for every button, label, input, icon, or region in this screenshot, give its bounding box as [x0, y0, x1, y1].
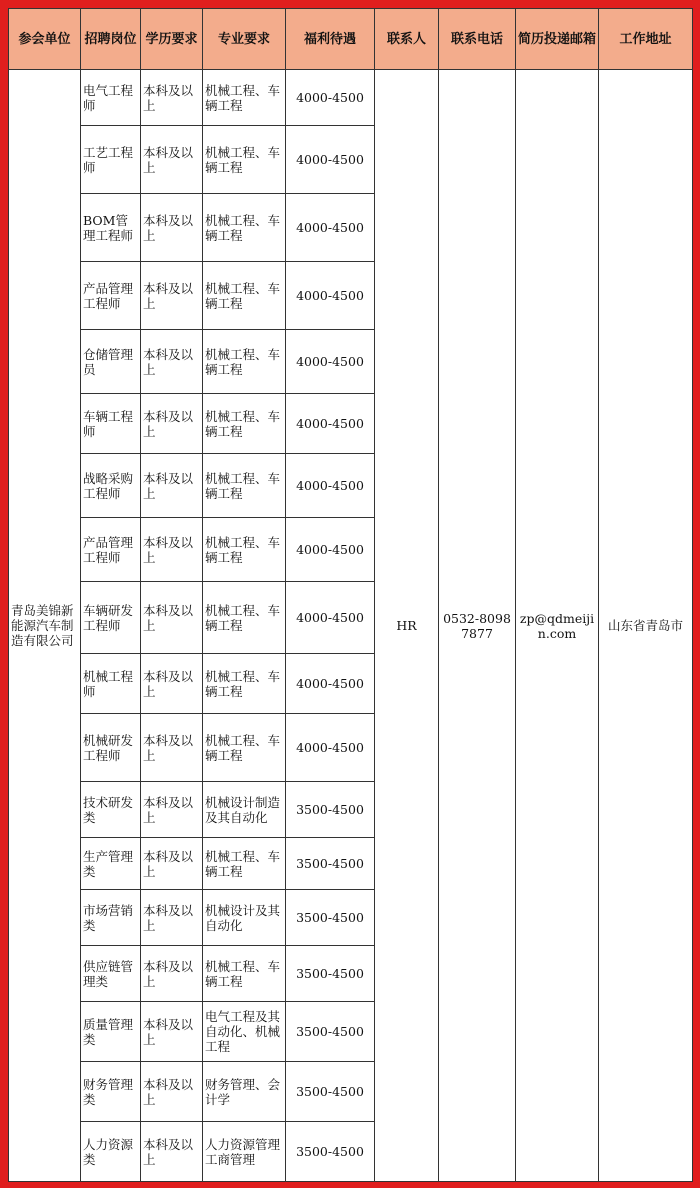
position-cell: 机械研发工程师: [81, 714, 141, 782]
pay-cell: 3500-4500: [286, 1122, 375, 1182]
pay-cell: 3500-4500: [286, 1002, 375, 1062]
page-frame: [8, 8, 692, 1182]
position-cell: 技术研发类: [81, 782, 141, 838]
position-cell: 车辆研发工程师: [81, 582, 141, 654]
position-cell: 市场营销类: [81, 890, 141, 946]
major-cell: 机械工程、车辆工程: [203, 714, 286, 782]
education-cell: 本科及以上: [141, 890, 203, 946]
pay-cell: 4000-4500: [286, 126, 375, 194]
education-cell: 本科及以上: [141, 1002, 203, 1062]
major-cell: 机械工程、车辆工程: [203, 394, 286, 454]
table-row: [9, 70, 693, 126]
pay-cell: 4000-4500: [286, 262, 375, 330]
major-cell: 人力资源管理工商管理: [203, 1122, 286, 1182]
header-address: 工作地址: [599, 9, 693, 70]
pay-cell: 4000-4500: [286, 654, 375, 714]
pay-cell: 4000-4500: [286, 194, 375, 262]
major-cell: 机械工程、车辆工程: [203, 454, 286, 518]
education-cell: 本科及以上: [141, 582, 203, 654]
position-cell: 产品管理工程师: [81, 518, 141, 582]
position-cell: 供应链管理类: [81, 946, 141, 1002]
pay-cell: 4000-4500: [286, 454, 375, 518]
company-cell: 青岛美锦新能源汽车制造有限公司: [9, 70, 81, 1182]
education-cell: 本科及以上: [141, 1062, 203, 1122]
major-cell: 财务管理、会计学: [203, 1062, 286, 1122]
header-company: 参会单位: [9, 9, 81, 70]
position-cell: 产品管理工程师: [81, 262, 141, 330]
major-cell: 机械设计及其自动化: [203, 890, 286, 946]
header-education: 学历要求: [141, 9, 203, 70]
header-contact: 联系人: [375, 9, 439, 70]
position-cell: 机械工程师: [81, 654, 141, 714]
header-position: 招聘岗位: [81, 9, 141, 70]
major-cell: 机械工程、车辆工程: [203, 518, 286, 582]
pay-cell: 3500-4500: [286, 838, 375, 890]
position-cell: 工艺工程师: [81, 126, 141, 194]
phone-cell: 0532-80987877: [439, 70, 516, 1182]
position-cell: 财务管理类: [81, 1062, 141, 1122]
education-cell: 本科及以上: [141, 330, 203, 394]
pay-cell: 3500-4500: [286, 1062, 375, 1122]
education-cell: 本科及以上: [141, 194, 203, 262]
major-cell: 机械工程、车辆工程: [203, 194, 286, 262]
header-pay: 福利待遇: [286, 9, 375, 70]
major-cell: 电气工程及其自动化、机械工程: [203, 1002, 286, 1062]
education-cell: 本科及以上: [141, 126, 203, 194]
email-cell: zp@qdmeijin.com: [516, 70, 599, 1182]
position-cell: 生产管理类: [81, 838, 141, 890]
pay-cell: 4000-4500: [286, 518, 375, 582]
education-cell: 本科及以上: [141, 714, 203, 782]
pay-cell: 3500-4500: [286, 782, 375, 838]
major-cell: 机械工程、车辆工程: [203, 838, 286, 890]
education-cell: 本科及以上: [141, 838, 203, 890]
position-cell: 战略采购工程师: [81, 454, 141, 518]
address-cell: 山东省青岛市: [599, 70, 693, 1182]
header-major: 专业要求: [203, 9, 286, 70]
major-cell: 机械工程、车辆工程: [203, 330, 286, 394]
education-cell: 本科及以上: [141, 454, 203, 518]
education-cell: 本科及以上: [141, 782, 203, 838]
contact-cell: HR: [375, 70, 439, 1182]
major-cell: 机械工程、车辆工程: [203, 70, 286, 126]
position-cell: 质量管理类: [81, 1002, 141, 1062]
education-cell: 本科及以上: [141, 1122, 203, 1182]
education-cell: 本科及以上: [141, 518, 203, 582]
position-cell: 人力资源类: [81, 1122, 141, 1182]
position-cell: 仓储管理员: [81, 330, 141, 394]
position-cell: 电气工程师: [81, 70, 141, 126]
major-cell: 机械工程、车辆工程: [203, 946, 286, 1002]
education-cell: 本科及以上: [141, 654, 203, 714]
education-cell: 本科及以上: [141, 394, 203, 454]
education-cell: 本科及以上: [141, 946, 203, 1002]
header-phone: 联系电话: [439, 9, 516, 70]
position-cell: BOM管理工程师: [81, 194, 141, 262]
pay-cell: 4000-4500: [286, 70, 375, 126]
major-cell: 机械工程、车辆工程: [203, 126, 286, 194]
major-cell: 机械设计制造及其自动化: [203, 782, 286, 838]
major-cell: 机械工程、车辆工程: [203, 582, 286, 654]
pay-cell: 3500-4500: [286, 890, 375, 946]
position-cell: 车辆工程师: [81, 394, 141, 454]
pay-cell: 4000-4500: [286, 714, 375, 782]
table-header-row: [9, 9, 693, 70]
education-cell: 本科及以上: [141, 262, 203, 330]
pay-cell: 4000-4500: [286, 394, 375, 454]
pay-cell: 4000-4500: [286, 330, 375, 394]
major-cell: 机械工程、车辆工程: [203, 262, 286, 330]
header-email: 简历投递邮箱: [516, 9, 599, 70]
recruitment-table: [8, 8, 693, 1182]
pay-cell: 3500-4500: [286, 946, 375, 1002]
education-cell: 本科及以上: [141, 70, 203, 126]
pay-cell: 4000-4500: [286, 582, 375, 654]
major-cell: 机械工程、车辆工程: [203, 654, 286, 714]
table-body: [9, 70, 693, 1182]
